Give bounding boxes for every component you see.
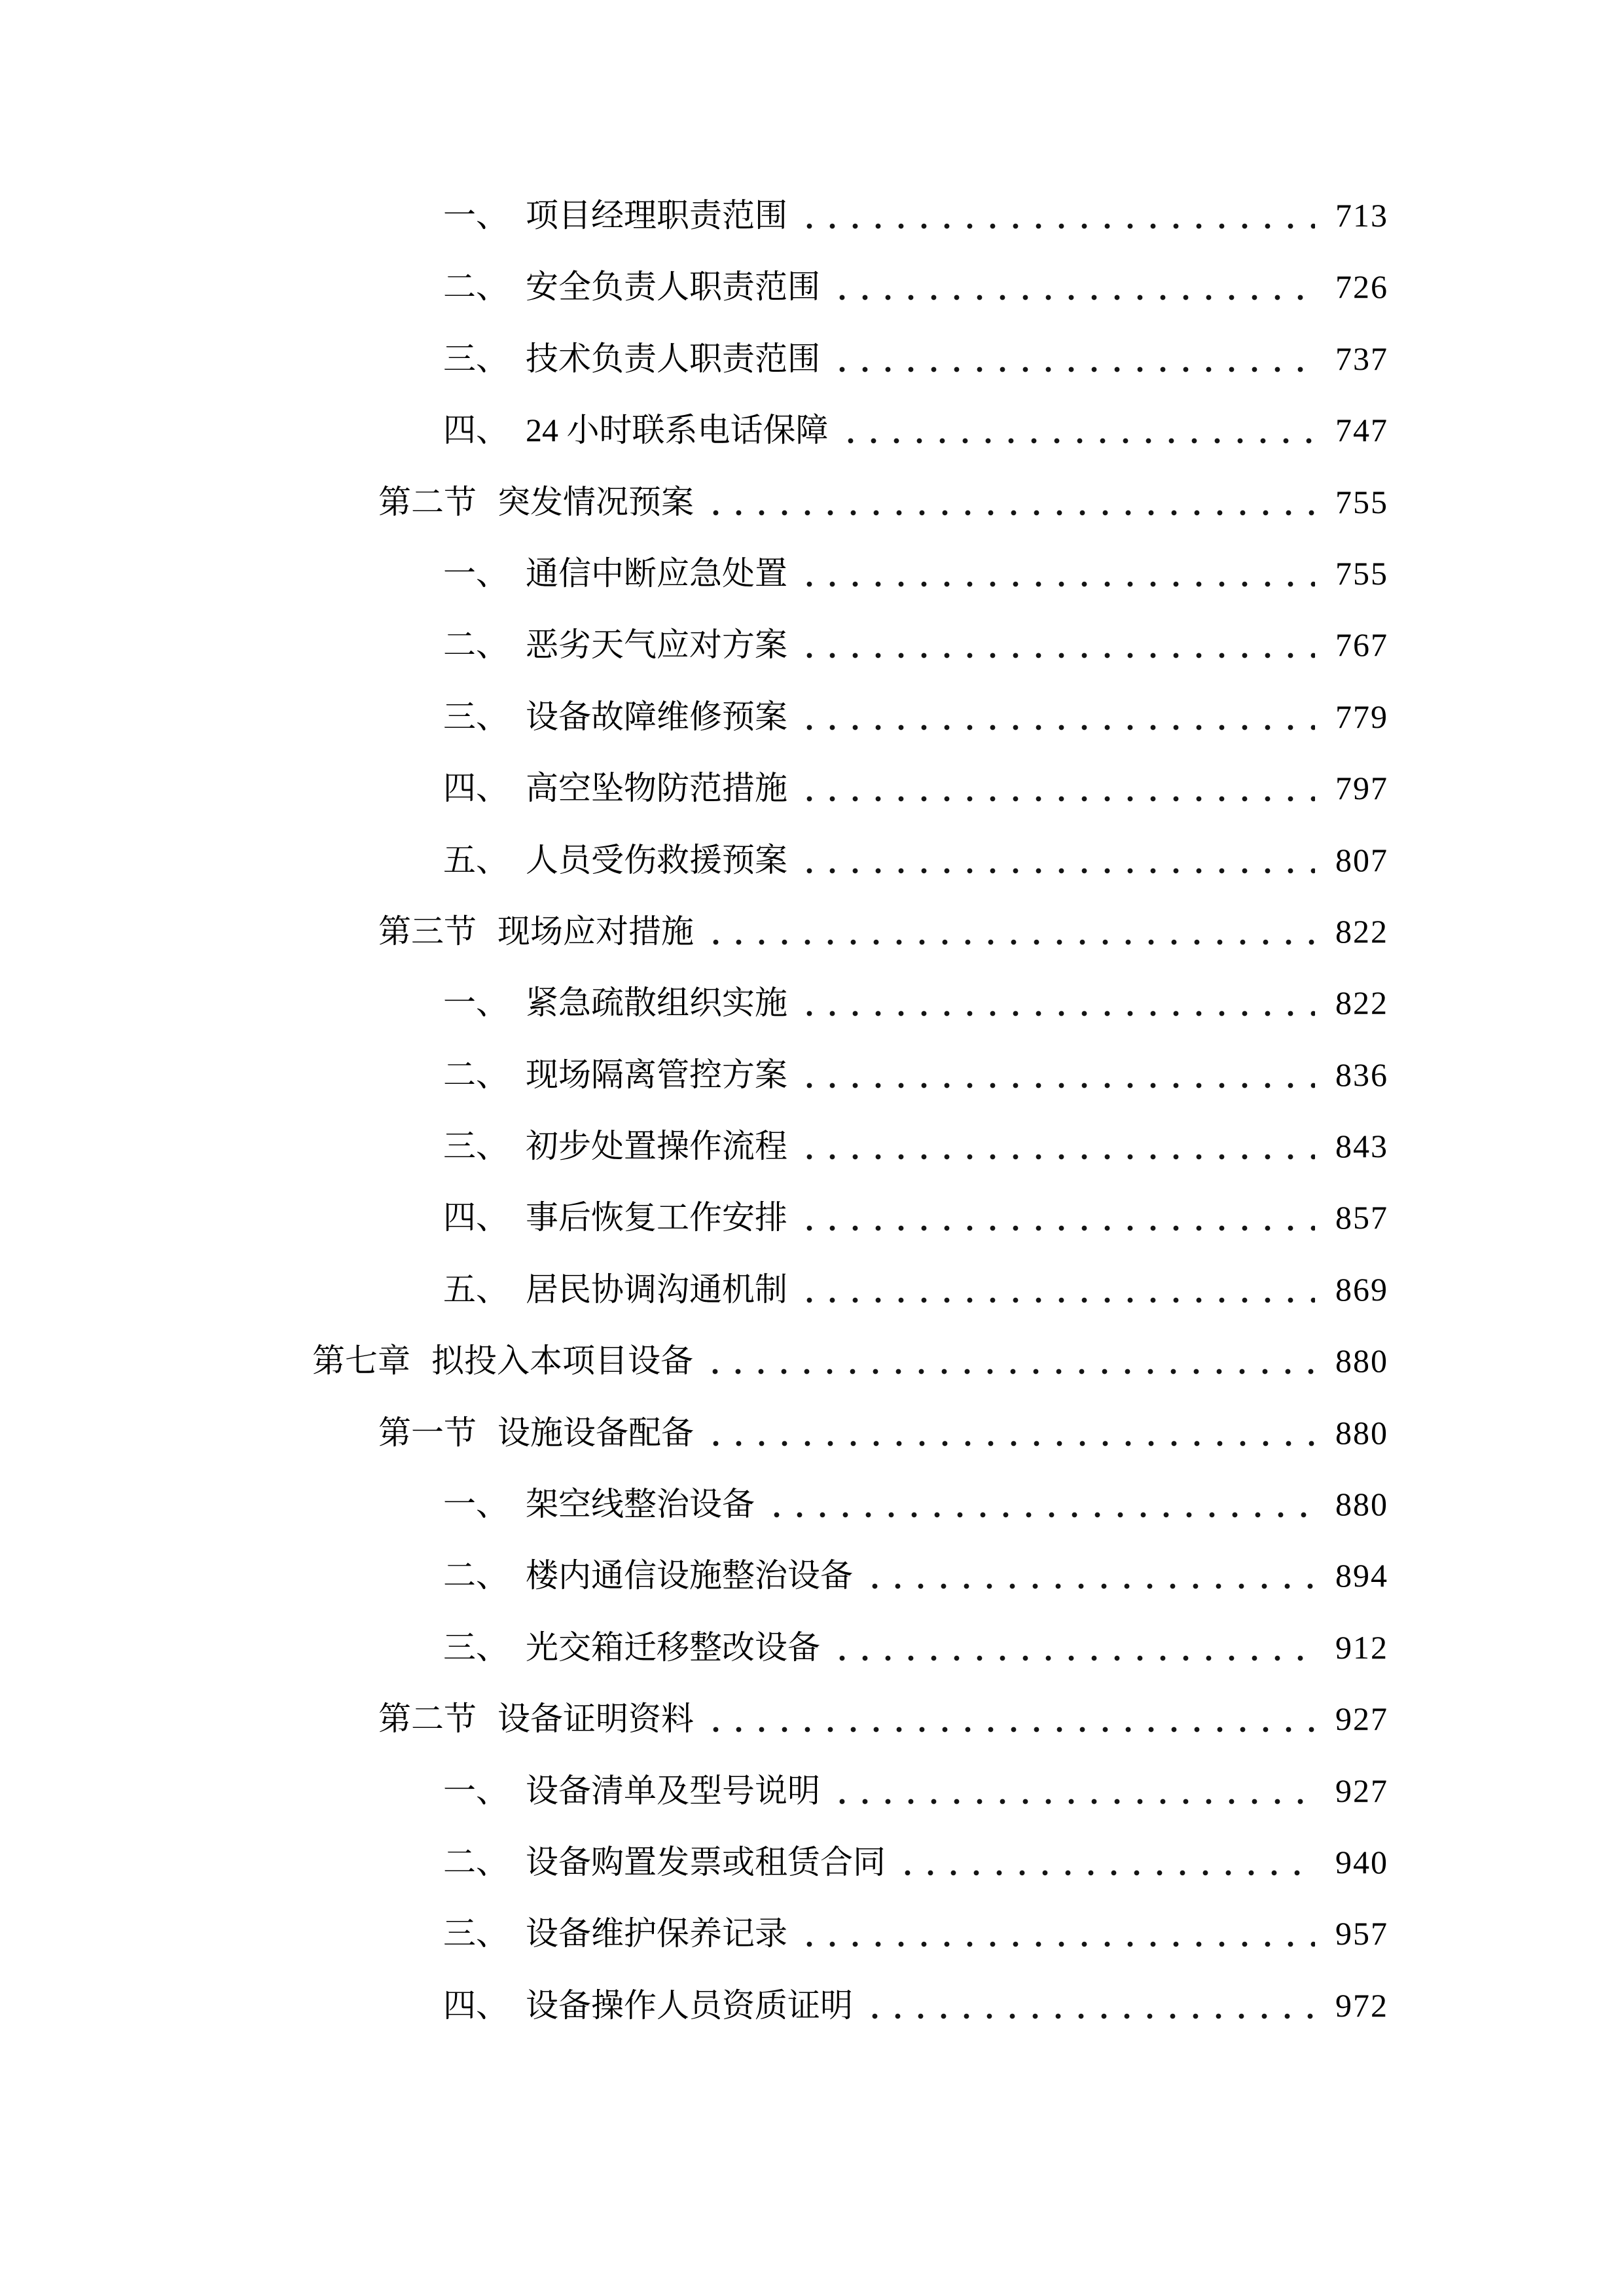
toc-entry-number: 第二节: [378, 483, 477, 520]
dot-leader: [831, 1612, 1315, 1683]
toc-entry-title: 初步处置操作流程: [526, 1128, 787, 1165]
dot-leader: [896, 1827, 1315, 1898]
dot-leader: [798, 967, 1315, 1039]
toc-entry-title: 设施设备配备: [497, 1414, 694, 1451]
toc-entry[interactable]: [0, 395, 1388, 466]
toc-entry-number: 三、: [443, 1628, 509, 1666]
toc-entry-page-number: 880: [1335, 1414, 1388, 1451]
toc-entry-page-number: 869: [1335, 1270, 1388, 1308]
toc-entry-title: 楼内通信设施整治设备: [526, 1557, 853, 1594]
dot-leader: [798, 681, 1315, 753]
toc-entry[interactable]: [0, 1898, 1388, 1969]
toc-entry-title: 安全负责人职责范围: [526, 268, 820, 306]
toc-entry[interactable]: [0, 896, 1388, 967]
toc-entry-number: 四、: [443, 412, 509, 449]
toc-entry-title: 设备操作人员资质证明: [526, 1986, 853, 2024]
dot-leader: [798, 753, 1315, 824]
toc-entry-number: 三、: [443, 698, 509, 735]
toc-entry[interactable]: [0, 1612, 1388, 1683]
dot-leader: [704, 1683, 1315, 1755]
toc-entry-page-number: 747: [1335, 412, 1388, 449]
toc-entry-number: 第七章: [312, 1342, 410, 1380]
toc-entry[interactable]: [0, 1182, 1388, 1253]
toc-entry-title: 项目经理职责范围: [526, 197, 787, 234]
toc-entry-page-number: 767: [1335, 626, 1388, 664]
toc-entry-number: 三、: [443, 340, 509, 377]
toc-entry-number: 第二节: [378, 1700, 477, 1738]
dot-leader: [765, 1469, 1315, 1540]
dot-leader: [704, 467, 1315, 538]
toc-entry-page-number: 843: [1335, 1128, 1388, 1165]
toc-entry[interactable]: [0, 825, 1388, 896]
toc-entry-page-number: 737: [1335, 340, 1388, 377]
toc-entry[interactable]: [0, 1254, 1388, 1325]
toc-entry-title: 架空线整治设备: [526, 1486, 755, 1523]
toc-entry-number: 一、: [443, 984, 509, 1022]
dot-leader: [863, 1540, 1315, 1611]
toc-entry-number: 四、: [443, 1199, 509, 1236]
toc-entry-title: 设备购置发票或租赁合同: [526, 1843, 886, 1880]
toc-entry-page-number: 822: [1335, 912, 1388, 950]
toc-entry[interactable]: [0, 1540, 1388, 1611]
toc-entry-page-number: 912: [1335, 1628, 1388, 1666]
toc-entry[interactable]: [0, 323, 1388, 395]
toc-entry[interactable]: [0, 538, 1388, 609]
toc-entry-page-number: 836: [1335, 1056, 1388, 1093]
toc-entry-page-number: 880: [1335, 1486, 1388, 1523]
toc-entry-page-number: 755: [1335, 483, 1388, 520]
toc-entry-page-number: 880: [1335, 1342, 1388, 1380]
toc-entry-page-number: 894: [1335, 1557, 1388, 1594]
toc-entry-number: 三、: [443, 1915, 509, 1952]
toc-entry-page-number: 927: [1335, 1700, 1388, 1738]
dot-leader: [798, 1898, 1315, 1969]
table-of-contents: [0, 180, 1388, 2041]
toc-entry-title: 恶劣天气应对方案: [526, 626, 787, 664]
toc-entry[interactable]: [0, 1755, 1388, 1827]
toc-entry-title: 设备故障维修预案: [526, 698, 787, 735]
toc-entry-number: 第一节: [378, 1414, 477, 1451]
toc-entry-title: 居民协调沟通机制: [526, 1270, 787, 1308]
dot-leader: [798, 1182, 1315, 1253]
toc-entry-title: 现场应对措施: [497, 912, 694, 950]
toc-entry-number: 一、: [443, 1772, 509, 1809]
toc-entry-title: 技术负责人职责范围: [526, 340, 820, 377]
toc-entry-page-number: 779: [1335, 698, 1388, 735]
toc-entry-number: 二、: [443, 268, 509, 306]
toc-entry[interactable]: [0, 681, 1388, 753]
toc-entry-page-number: 713: [1335, 197, 1388, 234]
toc-entry[interactable]: [0, 467, 1388, 538]
toc-entry-title: 光交箱迁移整改设备: [526, 1628, 820, 1666]
toc-entry[interactable]: [0, 251, 1388, 323]
toc-entry-page-number: 972: [1335, 1986, 1388, 2024]
toc-entry-title: 拟投入本项目设备: [431, 1342, 693, 1380]
toc-entry-page-number: 726: [1335, 268, 1388, 306]
toc-entry-number: 五、: [443, 841, 509, 878]
toc-entry-title: 高空坠物防范措施: [526, 770, 787, 807]
dot-leader: [704, 1325, 1315, 1397]
toc-entry-number: 四、: [443, 1986, 509, 2024]
toc-entry-title: 24 小时联系电话保障: [526, 412, 829, 449]
dot-leader: [798, 1111, 1315, 1182]
toc-entry[interactable]: [0, 1397, 1388, 1469]
toc-entry-number: 二、: [443, 626, 509, 664]
toc-entry-title: 事后恢复工作安排: [526, 1199, 787, 1236]
toc-entry[interactable]: [0, 1325, 1388, 1397]
toc-entry-number: 二、: [443, 1557, 509, 1594]
dot-leader: [798, 1039, 1315, 1111]
toc-entry-title: 人员受伤救援预案: [526, 841, 787, 878]
toc-entry-title: 通信中断应急处置: [526, 554, 787, 592]
dot-leader: [704, 1397, 1315, 1469]
toc-entry-number: 五、: [443, 1270, 509, 1308]
toc-entry-page-number: 957: [1335, 1915, 1388, 1952]
toc-entry-title: 设备清单及型号说明: [526, 1772, 820, 1809]
toc-entry[interactable]: [0, 1469, 1388, 1540]
toc-entry[interactable]: [0, 609, 1388, 681]
dot-leader: [831, 323, 1315, 395]
toc-entry[interactable]: [0, 1111, 1388, 1182]
toc-entry[interactable]: [0, 180, 1388, 251]
toc-entry-page-number: 927: [1335, 1772, 1388, 1809]
toc-entry-number: 三、: [443, 1128, 509, 1165]
toc-entry[interactable]: [0, 1827, 1388, 1898]
dot-leader: [798, 180, 1315, 251]
toc-entry-number: 一、: [443, 1486, 509, 1523]
toc-entry-number: 二、: [443, 1843, 509, 1880]
dot-leader: [798, 609, 1315, 681]
toc-entry-number: 一、: [443, 197, 509, 234]
dot-leader: [704, 896, 1315, 967]
toc-entry-title: 设备证明资料: [497, 1700, 694, 1738]
toc-entry[interactable]: [0, 1683, 1388, 1755]
dot-leader: [831, 1755, 1315, 1827]
toc-entry-page-number: 822: [1335, 984, 1388, 1022]
toc-entry[interactable]: [0, 967, 1388, 1039]
toc-entry-page-number: 857: [1335, 1199, 1388, 1236]
toc-entry-number: 二、: [443, 1056, 509, 1093]
dot-leader: [798, 1254, 1315, 1325]
toc-entry-page-number: 807: [1335, 841, 1388, 878]
toc-entry-title: 突发情况预案: [497, 483, 694, 520]
toc-entry-title: 现场隔离管控方案: [526, 1056, 787, 1093]
dot-leader: [863, 1970, 1315, 2041]
toc-entry[interactable]: [0, 1039, 1388, 1111]
toc-entry-page-number: 797: [1335, 770, 1388, 807]
toc-entry-page-number: 755: [1335, 554, 1388, 592]
dot-leader: [798, 538, 1315, 609]
toc-entry-number: 四、: [443, 770, 509, 807]
toc-entry-number: 一、: [443, 554, 509, 592]
dot-leader: [839, 395, 1316, 466]
toc-entry-title: 设备维护保养记录: [526, 1915, 787, 1952]
toc-entry-number: 第三节: [378, 912, 477, 950]
toc-entry[interactable]: [0, 1970, 1388, 2041]
toc-entry[interactable]: [0, 753, 1388, 824]
toc-entry-page-number: 940: [1335, 1843, 1388, 1880]
toc-entry-title: 紧急疏散组织实施: [526, 984, 787, 1022]
dot-leader: [798, 825, 1315, 896]
dot-leader: [831, 251, 1315, 323]
